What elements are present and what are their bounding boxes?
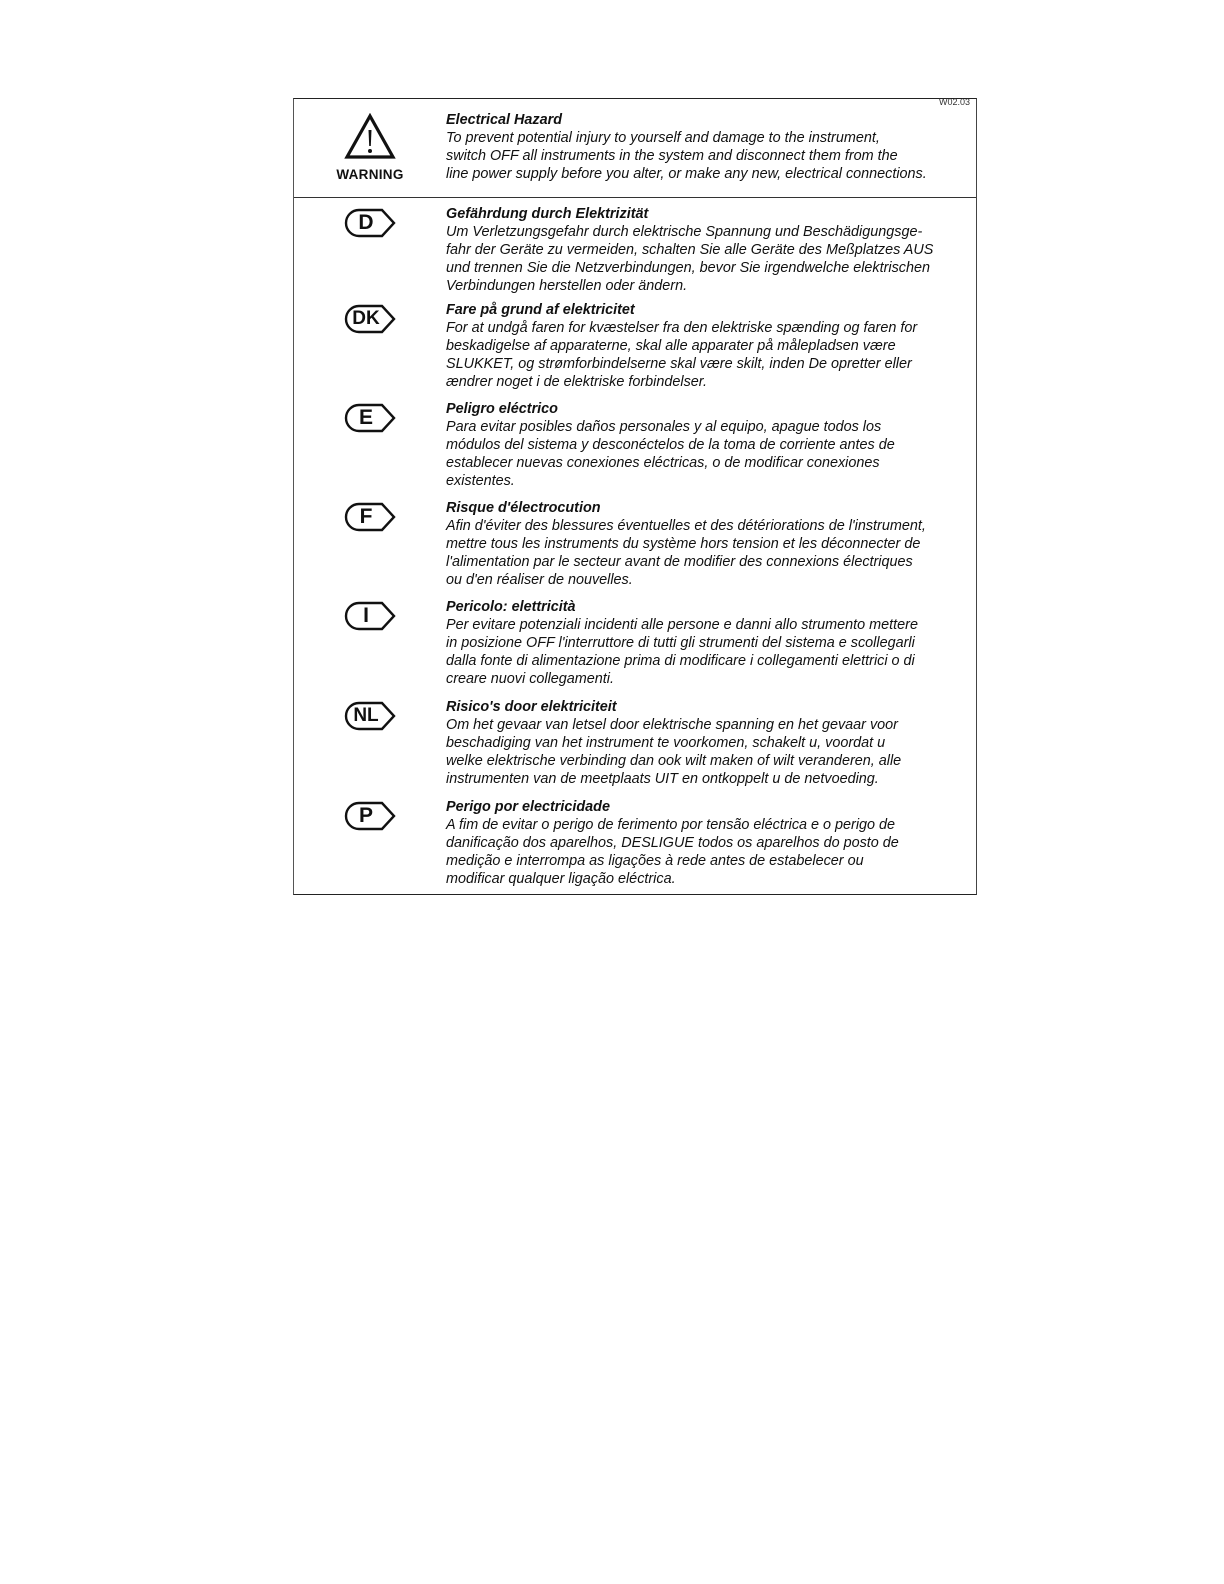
warning-line: switch OFF all instruments in the system and disconnect them from the <box>446 148 898 164</box>
language-oval-icon-d <box>344 208 396 238</box>
language-line: módulos del sistema y desconéctelos de la toma de corriente antes de <box>446 437 895 453</box>
language-line: dalla fonte di alimentazione prima di modificare i collegamenti elettrici o di <box>446 653 915 669</box>
section-divider <box>294 197 976 198</box>
language-code: DK <box>352 308 380 329</box>
language-line: beschadiging van het instrument te voorkomen, schakelt u, voordat u <box>446 735 886 751</box>
language-line: Para evitar posibles daños personales y al equipo, apague todos los <box>446 419 882 435</box>
language-code: F <box>359 505 373 528</box>
language-oval-icon-nl <box>344 701 396 731</box>
language-line: in posizione OFF l'interruttore di tutti gli strumenti del sistema e scollegarli <box>446 635 915 651</box>
language-line: und trennen Sie die Netzverbindungen, bevor Sie irgendwelche elektrischen <box>446 260 930 276</box>
language-line: Per evitare potenziali incidenti alle persone e danni allo strumento mettere <box>446 617 918 633</box>
document-code: W02.03 <box>938 97 970 107</box>
language-line: Om het gevaar van letsel door elektrische spanning en het gevaar voor <box>446 717 898 733</box>
language-line: Afin d'éviter des blessures éventuelles et des détériorations de l'instrument, <box>446 518 926 534</box>
language-line: beskadigelse af apparaterne, skal alle apparater på målepladsen være <box>446 338 896 354</box>
language-line: SLUKKET, og strømforbindelserne skal være skilt, inden De opretter eller <box>446 356 912 372</box>
language-line: existentes. <box>446 473 515 489</box>
language-line: mettre tous les instruments du système hors tension et les déconnecter de <box>446 536 921 552</box>
language-code: NL <box>353 705 379 726</box>
language-line: l'alimentation par le secteur avant de modifier des connexions électriques <box>446 554 913 570</box>
language-line: welke elektrische verbinding dan ook wilt maken of wilt veranderen, alle <box>446 753 902 769</box>
warning-icon-column <box>294 113 446 182</box>
language-heading: Fare på grund af elektricitet <box>446 302 635 318</box>
language-heading: Risico's door elektriciteit <box>446 699 617 715</box>
language-line: Um Verletzungsgefahr durch elektrische Spannung und Beschädigungsge- <box>446 224 923 240</box>
language-line: Verbindungen herstellen oder ändern. <box>446 278 688 294</box>
warning-notice-frame <box>293 98 977 895</box>
warning-heading: Electrical Hazard <box>446 112 562 128</box>
language-heading: Gefährdung durch Elektrizität <box>446 206 649 222</box>
warning-triangle-icon <box>344 113 396 161</box>
language-oval-icon-p <box>344 801 396 831</box>
language-line: For at undgå faren for kvæstelser fra den elektriske spænding og faren for <box>446 320 918 336</box>
language-oval-icon-dk <box>344 304 396 334</box>
language-line: ou d'en réaliser de nouvelles. <box>446 572 633 588</box>
language-line: fahr der Geräte zu vermeiden, schalten Sie alle Geräte des Meßplatzes AUS <box>446 242 934 258</box>
language-line: A fim de evitar o perigo de ferimento por tensão eléctrica e o perigo de <box>446 817 896 833</box>
language-oval-icon-e <box>344 403 396 433</box>
warning-label: WARNING <box>336 167 404 182</box>
warning-line: To prevent potential injury to yourself and damage to the instrument, <box>446 130 880 146</box>
language-code: D <box>358 211 374 234</box>
language-code: E <box>358 406 373 429</box>
language-heading: Risque d'électrocution <box>446 500 601 516</box>
language-line: instrumenten van de meetplaats UIT en ontkoppelt u de netvoeding. <box>446 771 879 787</box>
language-heading: Peligro eléctrico <box>446 401 558 417</box>
language-line: creare nuovi collegamenti. <box>446 671 614 687</box>
language-oval-icon-f <box>344 502 396 532</box>
warning-line: line power supply before you alter, or make any new, electrical connections. <box>446 166 927 182</box>
language-heading: Perigo por electricidade <box>446 799 610 815</box>
warning-text-en <box>446 111 970 183</box>
language-line: modificar qualquer ligação eléctrica. <box>446 871 676 887</box>
language-code: I <box>363 604 369 627</box>
language-line: danificação dos aparelhos, DESLIGUE todos os aparelhos do posto de <box>446 835 899 851</box>
language-line: establecer nuevas conexiones eléctricas, o de modificar conexiones <box>446 455 880 471</box>
language-line: ændrer noget i de elektriske forbindelser. <box>446 374 708 390</box>
language-line: medição e interrompa as ligações à rede antes de estabelecer ou <box>446 853 864 869</box>
language-code: P <box>358 804 373 827</box>
language-oval-icon-i <box>344 601 396 631</box>
language-heading: Pericolo: elettricità <box>446 599 576 615</box>
